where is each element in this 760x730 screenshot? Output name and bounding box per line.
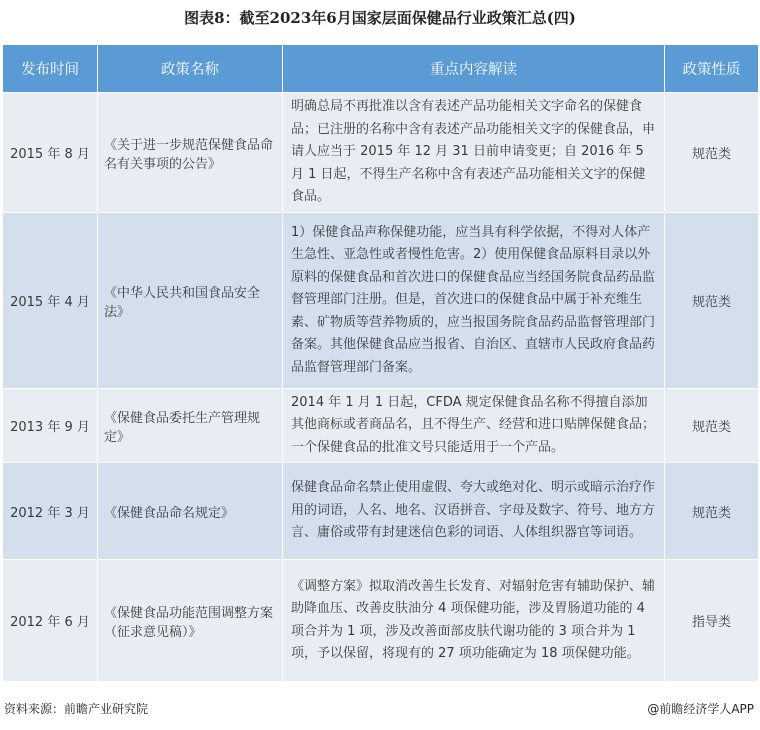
- header-date: 发布时间: [3, 45, 98, 93]
- table-row: [3, 463, 759, 560]
- table-row: [3, 93, 759, 213]
- header-key-content: 重点内容解读: [283, 45, 665, 93]
- row-policy-name: 《保健食品命名规定》: [98, 463, 283, 560]
- table-row: [3, 560, 759, 682]
- row-detail: 2014 年 1 月 1 日起，CFDA 规定保健食品名称不得擅自添加其他商标或者商品名，且不得生产、经营和进口贴牌保健食品；一个保健食品的批准文号只能适用于一个产品。: [283, 389, 665, 463]
- row-detail: 《调整方案》拟取消改善生长发育、对辐射危害有辅助保护、辅助降血压、改善皮肤油分 4 项保健功能，涉及胃肠道功能的 4 项合并为 1 项，涉及改善面部皮肤代谢功能的 3 项合并为 1 项，予以保留，将现有的 27 项功能确定为 18 项保健功能。: [283, 560, 665, 682]
- source-note: 资料来源：前瞻产业研究院: [4, 702, 149, 716]
- row-policy-name: 《关于进一步规范保健食品命名有关事项的公告》: [98, 93, 283, 213]
- row-date: 2012 年 6 月: [3, 560, 98, 682]
- row-nature: 规范类: [665, 389, 759, 463]
- policy-table: [2, 44, 759, 682]
- row-policy-name: 《保健食品委托生产管理规定》: [98, 389, 283, 463]
- row-date: 2015 年 8 月: [3, 93, 98, 213]
- row-detail: 保健食品命名禁止使用虚假、夸大或绝对化、明示或暗示治疗作用的词语，人名、地名、汉语拼音、字母及数字、符号、地方方言、庸俗或带有封建迷信色彩的词语、人体组织器官等词语。: [283, 463, 665, 560]
- row-date: 2013 年 9 月: [3, 389, 98, 463]
- row-date: 2012 年 3 月: [3, 463, 98, 560]
- row-date: 2015 年 4 月: [3, 213, 98, 389]
- table-row: [3, 213, 759, 389]
- table-row: [3, 389, 759, 463]
- header-policy-nature: 政策性质: [665, 45, 759, 93]
- row-nature: 规范类: [665, 93, 759, 213]
- row-policy-name: 《保健食品功能范围调整方案（征求意见稿）》: [98, 560, 283, 682]
- header-policy-name: 政策名称: [98, 45, 283, 93]
- row-nature: 规范类: [665, 213, 759, 389]
- row-nature: 指导类: [665, 560, 759, 682]
- row-nature: 规范类: [665, 463, 759, 560]
- table-header-row: [3, 45, 759, 93]
- row-policy-name: 《中华人民共和国食品安全法》: [98, 213, 283, 389]
- chart-title: 图表8：截至2023年6月国家层面保健品行业政策汇总(四): [184, 9, 576, 27]
- row-detail: 1）保健食品声称保健功能，应当具有科学依据，不得对人体产生急性、亚急性或者慢性危害。2）使用保健食品原料目录以外原料的保健食品和首次进口的保健食品应当经国务院食品药品监督管理部门注册。但是，首次进口的保健食品中属于补充维生素、矿物质等营养物质的，应当报国务院食品药品监督管理部门备案。其他保健食品应当报省、自治区、直辖市人民政府食品药品监督管理部门备案。: [283, 213, 665, 389]
- brand-credit: @前瞻经济学人APP: [647, 702, 754, 716]
- row-detail: 明确总局不再批准以含有表述产品功能相关文字命名的保健食品；已注册的名称中含有表述产品功能相关文字的保健食品，申请人应当于 2015 年 12 月 31 日前申请变更；自 2016 年 5 月 1 日起，不得生产名称中含有表述产品功能相关文字的保健食品。: [283, 93, 665, 213]
